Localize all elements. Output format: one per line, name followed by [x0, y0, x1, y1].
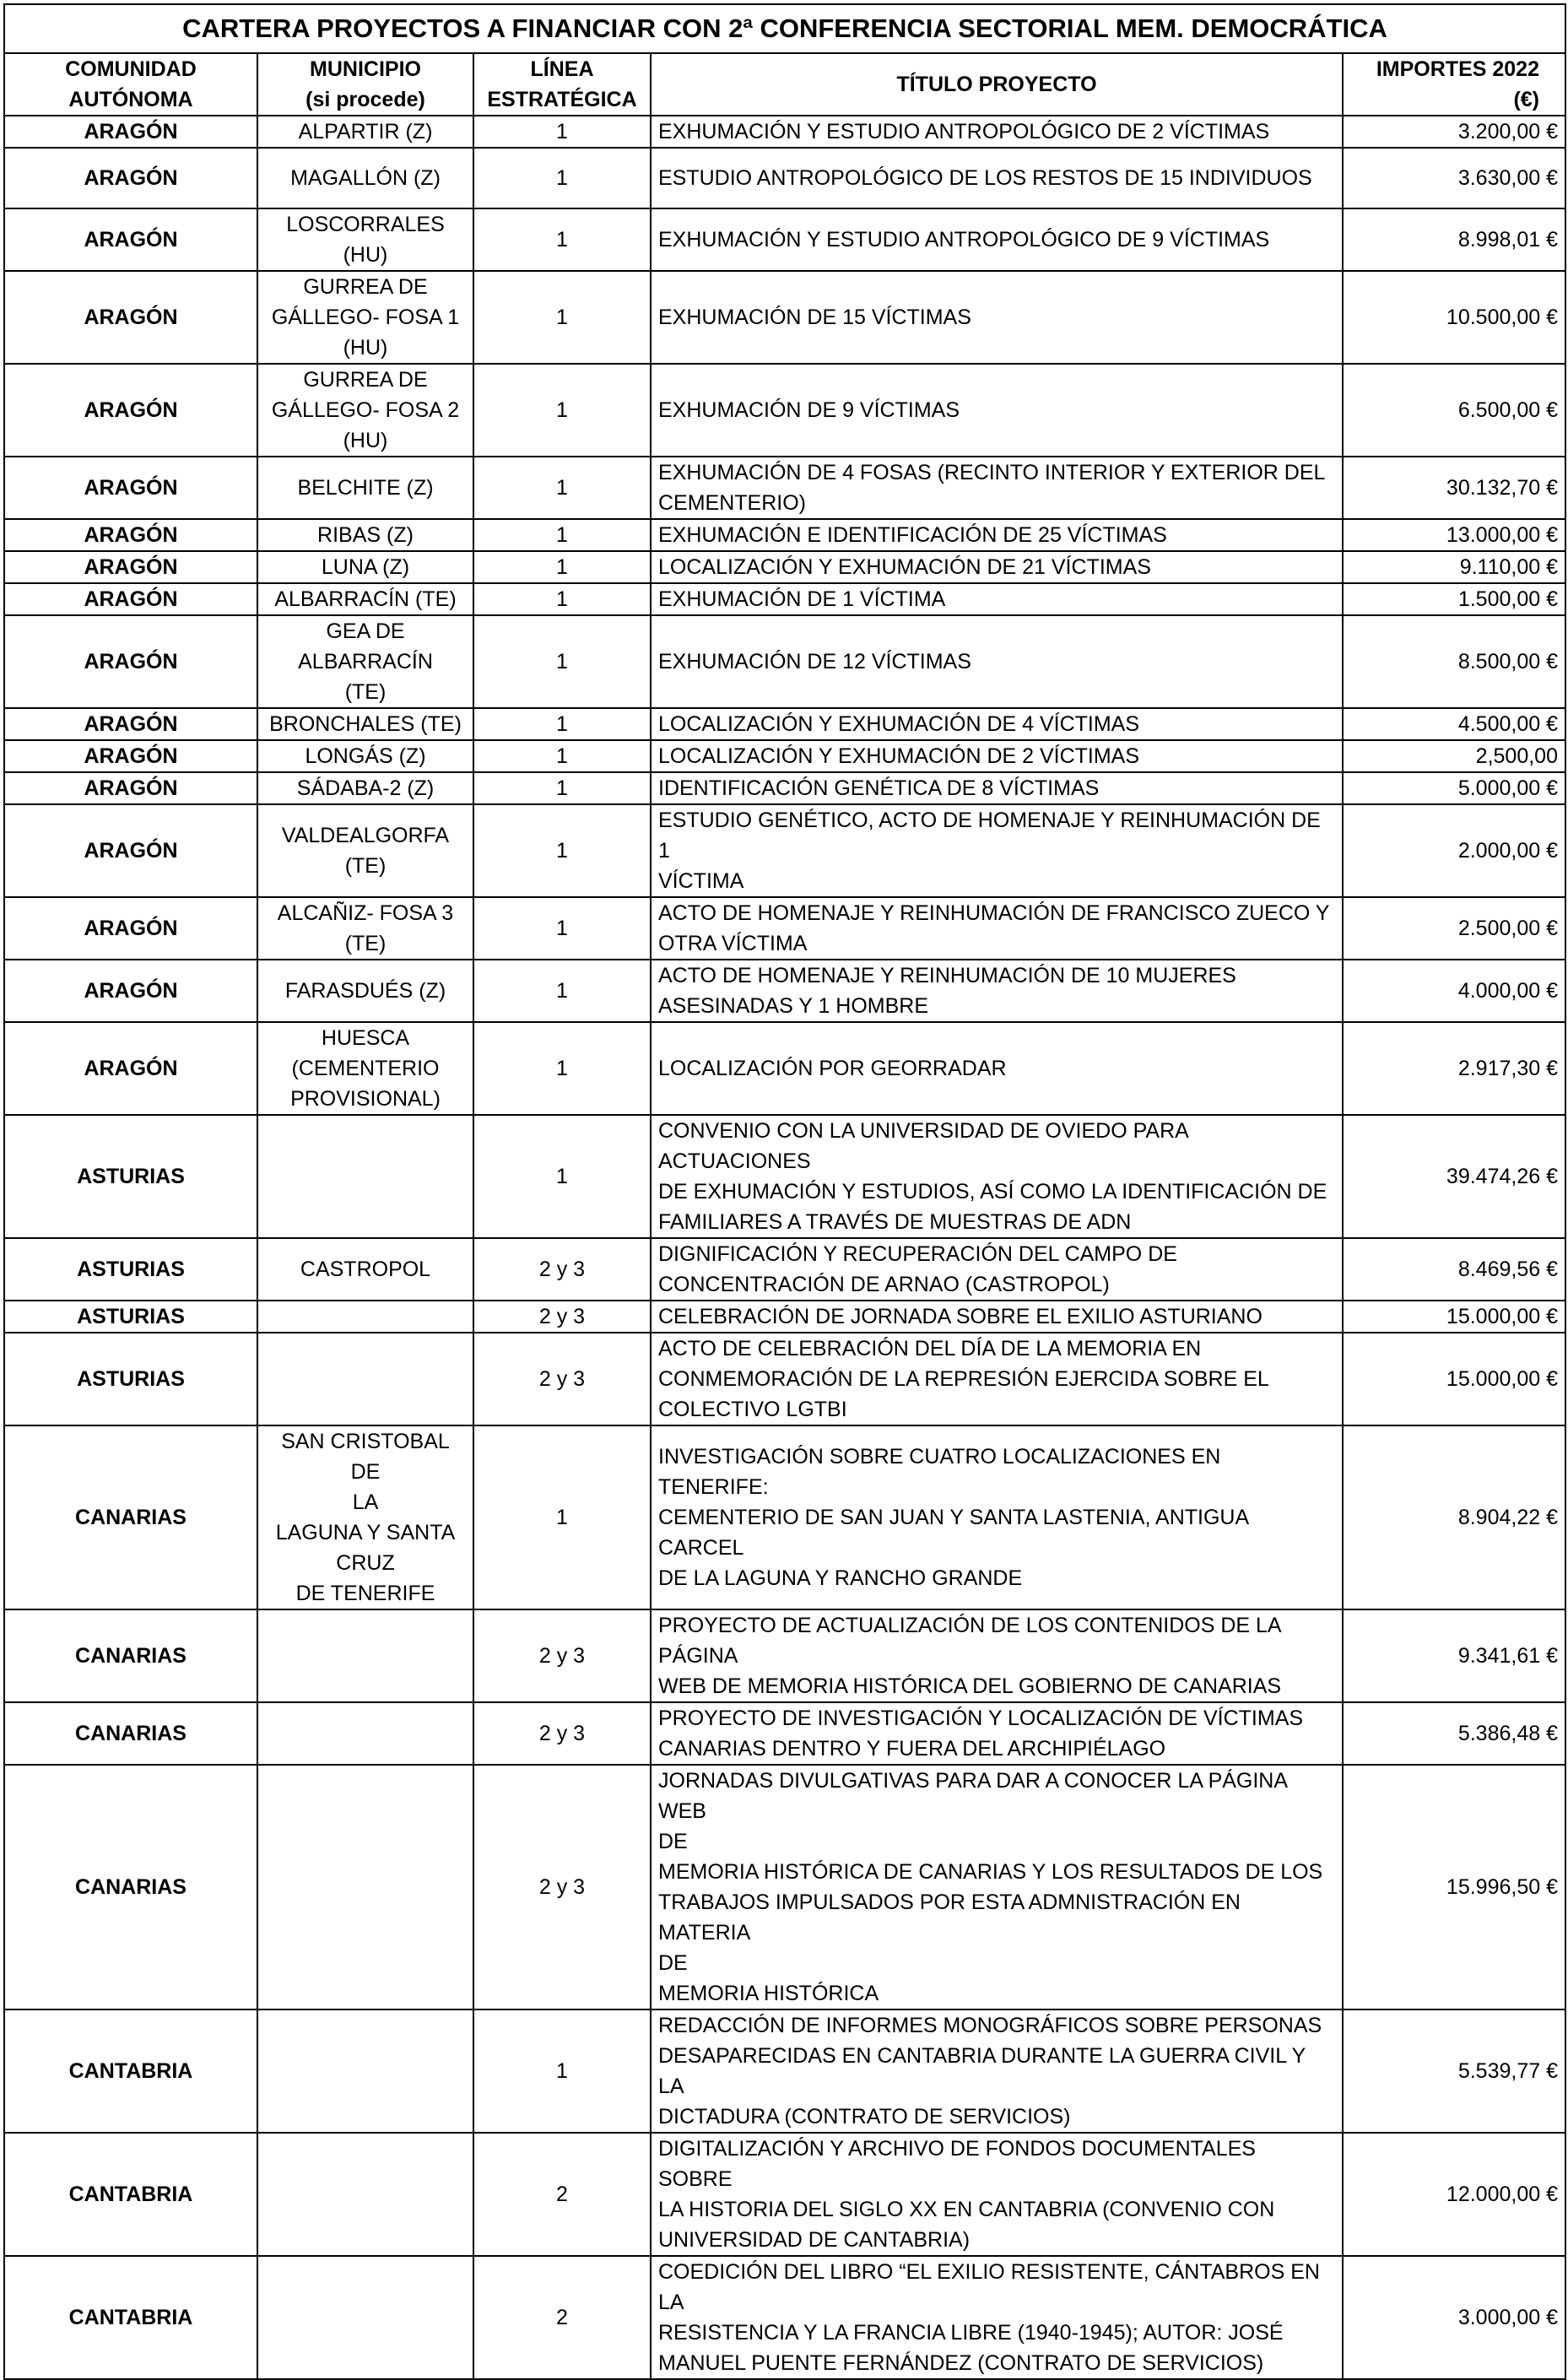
table-row	[4, 615, 1565, 708]
table-row	[4, 519, 1565, 551]
cell-titulo: REDACCIÓN DE INFORMES MONOGRÁFICOS SOBRE PERSONAS DESAPARECIDAS EN CANTABRIA DURANTE LA GUERRA CIVIL Y LA DICTADURA (CONTRATO DE SERVICIOS)	[651, 2009, 1343, 2133]
cell-municipio	[257, 1301, 473, 1333]
cell-comunidad: ARAGÓN	[4, 897, 257, 960]
cell-importe: 30.132,70 €	[1343, 457, 1565, 519]
cell-linea: 1	[473, 2009, 651, 2133]
cell-importe: 2,500,00	[1343, 740, 1565, 772]
cell-titulo: LOCALIZACIÓN POR GEORRADAR	[651, 1022, 1343, 1115]
cell-titulo: JORNADAS DIVULGATIVAS PARA DAR A CONOCER LA PÁGINA WEB DE MEMORIA HISTÓRICA DE CANARIAS Y LOS RESULTADOS DE LOS TRABAJOS IMPULSADOS POR ESTA ADMNISTRACIÓN EN MATERIA DE MEMORIA HISTÓRICA	[651, 1765, 1343, 2009]
cell-municipio: GURREA DE GÁLLEGO- FOSA 2 (HU)	[257, 364, 473, 457]
table-row	[4, 1333, 1565, 1425]
cell-municipio: LONGÁS (Z)	[257, 740, 473, 772]
cell-importe: 4.000,00 €	[1343, 960, 1565, 1022]
cell-titulo: EXHUMACIÓN DE 1 VÍCTIMA	[651, 583, 1343, 615]
table-row	[4, 772, 1565, 804]
cell-importe: 9.341,61 €	[1343, 1609, 1565, 1702]
col-header-comunidad: COMUNIDAD AUTÓNOMA	[4, 53, 257, 116]
cell-comunidad: ARAGÓN	[4, 116, 257, 148]
cell-municipio	[257, 2009, 473, 2133]
cell-linea: 2 y 3	[473, 1333, 651, 1425]
cell-comunidad: ARAGÓN	[4, 551, 257, 583]
table-row	[4, 804, 1565, 897]
cell-municipio: LUNA (Z)	[257, 551, 473, 583]
cell-titulo: DIGITALIZACIÓN Y ARCHIVO DE FONDOS DOCUMENTALES SOBRE LA HISTORIA DEL SIGLO XX EN CANTABRIA (CONVENIO CON UNIVERSIDAD DE CANTABRIA)	[651, 2133, 1343, 2256]
table-row	[4, 1301, 1565, 1333]
cell-linea: 2 y 3	[473, 1301, 651, 1333]
table-row	[4, 1765, 1565, 2009]
cell-comunidad: ARAGÓN	[4, 772, 257, 804]
cell-importe: 12.000,00 €	[1343, 2133, 1565, 2256]
cell-importe: 13.000,00 €	[1343, 519, 1565, 551]
cell-importe: 3.000,00 €	[1343, 2256, 1565, 2379]
cell-comunidad: ARAGÓN	[4, 519, 257, 551]
cell-municipio: GEA DE ALBARRACÍN (TE)	[257, 615, 473, 708]
col-header-linea: LÍNEA ESTRATÉGICA	[473, 53, 651, 116]
cell-importe: 4.500,00 €	[1343, 708, 1565, 740]
cell-comunidad: CANARIAS	[4, 1609, 257, 1702]
table-row	[4, 1238, 1565, 1301]
table-row	[4, 2133, 1565, 2256]
cell-comunidad: ASTURIAS	[4, 1115, 257, 1238]
cell-titulo: LOCALIZACIÓN Y EXHUMACIÓN DE 2 VÍCTIMAS	[651, 740, 1343, 772]
cell-linea: 1	[473, 208, 651, 271]
page-title: CARTERA PROYECTOS A FINANCIAR CON 2ª CONFERENCIA SECTORIAL MEM. DEMOCRÁTICA	[4, 4, 1565, 53]
cell-titulo: ACTO DE HOMENAJE Y REINHUMACIÓN DE FRANCISCO ZUECO Y OTRA VÍCTIMA	[651, 897, 1343, 960]
cell-comunidad: ASTURIAS	[4, 1301, 257, 1333]
cell-titulo: LOCALIZACIÓN Y EXHUMACIÓN DE 21 VÍCTIMAS	[651, 551, 1343, 583]
table-row	[4, 1609, 1565, 1702]
table-row	[4, 116, 1565, 148]
cell-titulo: DIGNIFICACIÓN Y RECUPERACIÓN DEL CAMPO DE CONCENTRACIÓN DE ARNAO (CASTROPOL)	[651, 1238, 1343, 1301]
table-body	[4, 116, 1565, 2379]
cell-linea: 1	[473, 116, 651, 148]
cell-linea: 2 y 3	[473, 1765, 651, 2009]
cell-linea: 1	[473, 708, 651, 740]
cell-titulo: EXHUMACIÓN E IDENTIFICACIÓN DE 25 VÍCTIMAS	[651, 519, 1343, 551]
cell-linea: 2 y 3	[473, 1702, 651, 1765]
cell-comunidad: CANARIAS	[4, 1425, 257, 1609]
cell-comunidad: ARAGÓN	[4, 364, 257, 457]
cell-importe: 3.630,00 €	[1343, 148, 1565, 208]
cell-titulo: IDENTIFICACIÓN GENÉTICA DE 8 VÍCTIMAS	[651, 772, 1343, 804]
cell-titulo: EXHUMACIÓN DE 12 VÍCTIMAS	[651, 615, 1343, 708]
cell-importe: 8.500,00 €	[1343, 615, 1565, 708]
cell-importe: 8.998,01 €	[1343, 208, 1565, 271]
cell-municipio: SAN CRISTOBAL DE LA LAGUNA Y SANTA CRUZ DE TENERIFE	[257, 1425, 473, 1609]
cell-importe: 15.996,50 €	[1343, 1765, 1565, 2009]
cell-linea: 2 y 3	[473, 1609, 651, 1702]
cell-linea: 1	[473, 551, 651, 583]
cell-titulo: EXHUMACIÓN Y ESTUDIO ANTROPOLÓGICO DE 9 VÍCTIMAS	[651, 208, 1343, 271]
cell-linea: 2 y 3	[473, 1238, 651, 1301]
cell-importe: 2.917,30 €	[1343, 1022, 1565, 1115]
cell-municipio	[257, 1765, 473, 2009]
table-row	[4, 897, 1565, 960]
cell-titulo: EXHUMACIÓN DE 4 FOSAS (RECINTO INTERIOR Y EXTERIOR DEL CEMENTERIO)	[651, 457, 1343, 519]
col-header-importe: IMPORTES 2022 (€)	[1343, 53, 1565, 116]
cell-titulo: PROYECTO DE INVESTIGACIÓN Y LOCALIZACIÓN DE VÍCTIMAS CANARIAS DENTRO Y FUERA DEL ARCHIPIÉLAGO	[651, 1702, 1343, 1765]
cell-titulo: ACTO DE HOMENAJE Y REINHUMACIÓN DE 10 MUJERES ASESINADAS Y 1 HOMBRE	[651, 960, 1343, 1022]
cell-comunidad: CANTABRIA	[4, 2133, 257, 2256]
table-row	[4, 148, 1565, 208]
projects-table	[3, 3, 1566, 2380]
cell-comunidad: ARAGÓN	[4, 804, 257, 897]
cell-linea: 1	[473, 1425, 651, 1609]
table-row	[4, 271, 1565, 364]
cell-municipio	[257, 2133, 473, 2256]
cell-titulo: LOCALIZACIÓN Y EXHUMACIÓN DE 4 VÍCTIMAS	[651, 708, 1343, 740]
cell-importe: 10.500,00 €	[1343, 271, 1565, 364]
cell-municipio: VALDEALGORFA (TE)	[257, 804, 473, 897]
cell-comunidad: ARAGÓN	[4, 615, 257, 708]
cell-importe: 39.474,26 €	[1343, 1115, 1565, 1238]
cell-comunidad: CANTABRIA	[4, 2009, 257, 2133]
cell-importe: 6.500,00 €	[1343, 364, 1565, 457]
table-row	[4, 1022, 1565, 1115]
cell-municipio	[257, 1702, 473, 1765]
table-row	[4, 551, 1565, 583]
cell-linea: 1	[473, 615, 651, 708]
cell-comunidad: ARAGÓN	[4, 457, 257, 519]
cell-importe: 5.386,48 €	[1343, 1702, 1565, 1765]
cell-linea: 1	[473, 583, 651, 615]
cell-municipio: GURREA DE GÁLLEGO- FOSA 1 (HU)	[257, 271, 473, 364]
table-row	[4, 2256, 1565, 2379]
cell-comunidad: ARAGÓN	[4, 1022, 257, 1115]
cell-linea: 2	[473, 2133, 651, 2256]
table-row	[4, 740, 1565, 772]
cell-titulo: EXHUMACIÓN Y ESTUDIO ANTROPOLÓGICO DE 2 VÍCTIMAS	[651, 116, 1343, 148]
cell-linea: 2	[473, 2256, 651, 2379]
cell-municipio: ALCAÑIZ- FOSA 3 (TE)	[257, 897, 473, 960]
cell-titulo: INVESTIGACIÓN SOBRE CUATRO LOCALIZACIONES EN TENERIFE: CEMENTERIO DE SAN JUAN Y SANTA LASTENIA, ANTIGUA CARCEL DE LA LAGUNA Y RANCHO GRANDE	[651, 1425, 1343, 1609]
cell-municipio: BRONCHALES (TE)	[257, 708, 473, 740]
table-row	[4, 708, 1565, 740]
cell-municipio: MAGALLÓN (Z)	[257, 148, 473, 208]
cell-municipio: SÁDABA-2 (Z)	[257, 772, 473, 804]
cell-comunidad: ASTURIAS	[4, 1333, 257, 1425]
cell-comunidad: ARAGÓN	[4, 148, 257, 208]
cell-linea: 1	[473, 960, 651, 1022]
table-row	[4, 364, 1565, 457]
cell-titulo: CELEBRACIÓN DE JORNADA SOBRE EL EXILIO ASTURIANO	[651, 1301, 1343, 1333]
cell-importe: 8.469,56 €	[1343, 1238, 1565, 1301]
cell-municipio: BELCHITE (Z)	[257, 457, 473, 519]
cell-comunidad: ARAGÓN	[4, 271, 257, 364]
col-header-municipio: MUNICIPIO (si procede)	[257, 53, 473, 116]
cell-linea: 1	[473, 1022, 651, 1115]
cell-importe: 15.000,00 €	[1343, 1301, 1565, 1333]
cell-municipio: HUESCA (CEMENTERIO PROVISIONAL)	[257, 1022, 473, 1115]
cell-municipio: ALPARTIR (Z)	[257, 116, 473, 148]
cell-comunidad: ARAGÓN	[4, 583, 257, 615]
cell-linea: 1	[473, 148, 651, 208]
cell-linea: 1	[473, 519, 651, 551]
table-row	[4, 2009, 1565, 2133]
cell-titulo: PROYECTO DE ACTUALIZACIÓN DE LOS CONTENIDOS DE LA PÁGINA WEB DE MEMORIA HISTÓRICA DEL GOBIERNO DE CANARIAS	[651, 1609, 1343, 1702]
cell-comunidad: CANTABRIA	[4, 2256, 257, 2379]
cell-importe: 15.000,00 €	[1343, 1333, 1565, 1425]
cell-comunidad: ASTURIAS	[4, 1238, 257, 1301]
cell-comunidad: CANARIAS	[4, 1702, 257, 1765]
cell-linea: 1	[473, 772, 651, 804]
cell-titulo: ESTUDIO ANTROPOLÓGICO DE LOS RESTOS DE 15 INDIVIDUOS	[651, 148, 1343, 208]
cell-comunidad: CANARIAS	[4, 1765, 257, 2009]
table-row	[4, 457, 1565, 519]
cell-municipio: ALBARRACÍN (TE)	[257, 583, 473, 615]
col-header-titulo: TÍTULO PROYECTO	[651, 53, 1343, 116]
cell-titulo: COEDICIÓN DEL LIBRO “EL EXILIO RESISTENTE, CÁNTABROS EN LA RESISTENCIA Y LA FRANCIA LIBRE (1940-1945); AUTOR: JOSÉ MANUEL PUENTE FERNÁNDEZ (CONTRATO DE SERVICIOS)	[651, 2256, 1343, 2379]
cell-importe: 8.904,22 €	[1343, 1425, 1565, 1609]
table-row	[4, 1425, 1565, 1609]
table-row	[4, 1702, 1565, 1765]
cell-linea: 1	[473, 364, 651, 457]
cell-linea: 1	[473, 740, 651, 772]
cell-importe: 5.539,77 €	[1343, 2009, 1565, 2133]
cell-titulo: CONVENIO CON LA UNIVERSIDAD DE OVIEDO PARA ACTUACIONES DE EXHUMACIÓN Y ESTUDIOS, ASÍ COMO LA IDENTIFICACIÓN DE FAMILIARES A TRAVÉS DE MUESTRAS DE ADN	[651, 1115, 1343, 1238]
cell-titulo: EXHUMACIÓN DE 9 VÍCTIMAS	[651, 364, 1343, 457]
cell-importe: 5.000,00 €	[1343, 772, 1565, 804]
cell-importe: 2.000,00 €	[1343, 804, 1565, 897]
cell-municipio: RIBAS (Z)	[257, 519, 473, 551]
cell-municipio	[257, 1115, 473, 1238]
cell-linea: 1	[473, 804, 651, 897]
cell-comunidad: ARAGÓN	[4, 208, 257, 271]
cell-titulo: ESTUDIO GENÉTICO, ACTO DE HOMENAJE Y REINHUMACIÓN DE 1 VÍCTIMA	[651, 804, 1343, 897]
table-row	[4, 208, 1565, 271]
cell-linea: 1	[473, 1115, 651, 1238]
cell-comunidad: ARAGÓN	[4, 740, 257, 772]
cell-comunidad: ARAGÓN	[4, 708, 257, 740]
cell-municipio	[257, 2256, 473, 2379]
cell-titulo: ACTO DE CELEBRACIÓN DEL DÍA DE LA MEMORIA EN CONMEMORACIÓN DE LA REPRESIÓN EJERCIDA SOBRE EL COLECTIVO LGTBI	[651, 1333, 1343, 1425]
cell-municipio: LOSCORRALES (HU)	[257, 208, 473, 271]
cell-linea: 1	[473, 271, 651, 364]
cell-comunidad: ARAGÓN	[4, 960, 257, 1022]
cell-linea: 1	[473, 457, 651, 519]
cell-municipio	[257, 1609, 473, 1702]
cell-importe: 2.500,00 €	[1343, 897, 1565, 960]
cell-importe: 3.200,00 €	[1343, 116, 1565, 148]
table-row	[4, 1115, 1565, 1238]
table-row	[4, 583, 1565, 615]
cell-municipio	[257, 1333, 473, 1425]
cell-titulo: EXHUMACIÓN DE 15 VÍCTIMAS	[651, 271, 1343, 364]
cell-importe: 1.500,00 €	[1343, 583, 1565, 615]
cell-municipio: CASTROPOL	[257, 1238, 473, 1301]
cell-importe: 9.110,00 €	[1343, 551, 1565, 583]
cell-municipio: FARASDUÉS (Z)	[257, 960, 473, 1022]
cell-linea: 1	[473, 897, 651, 960]
table-row	[4, 960, 1565, 1022]
